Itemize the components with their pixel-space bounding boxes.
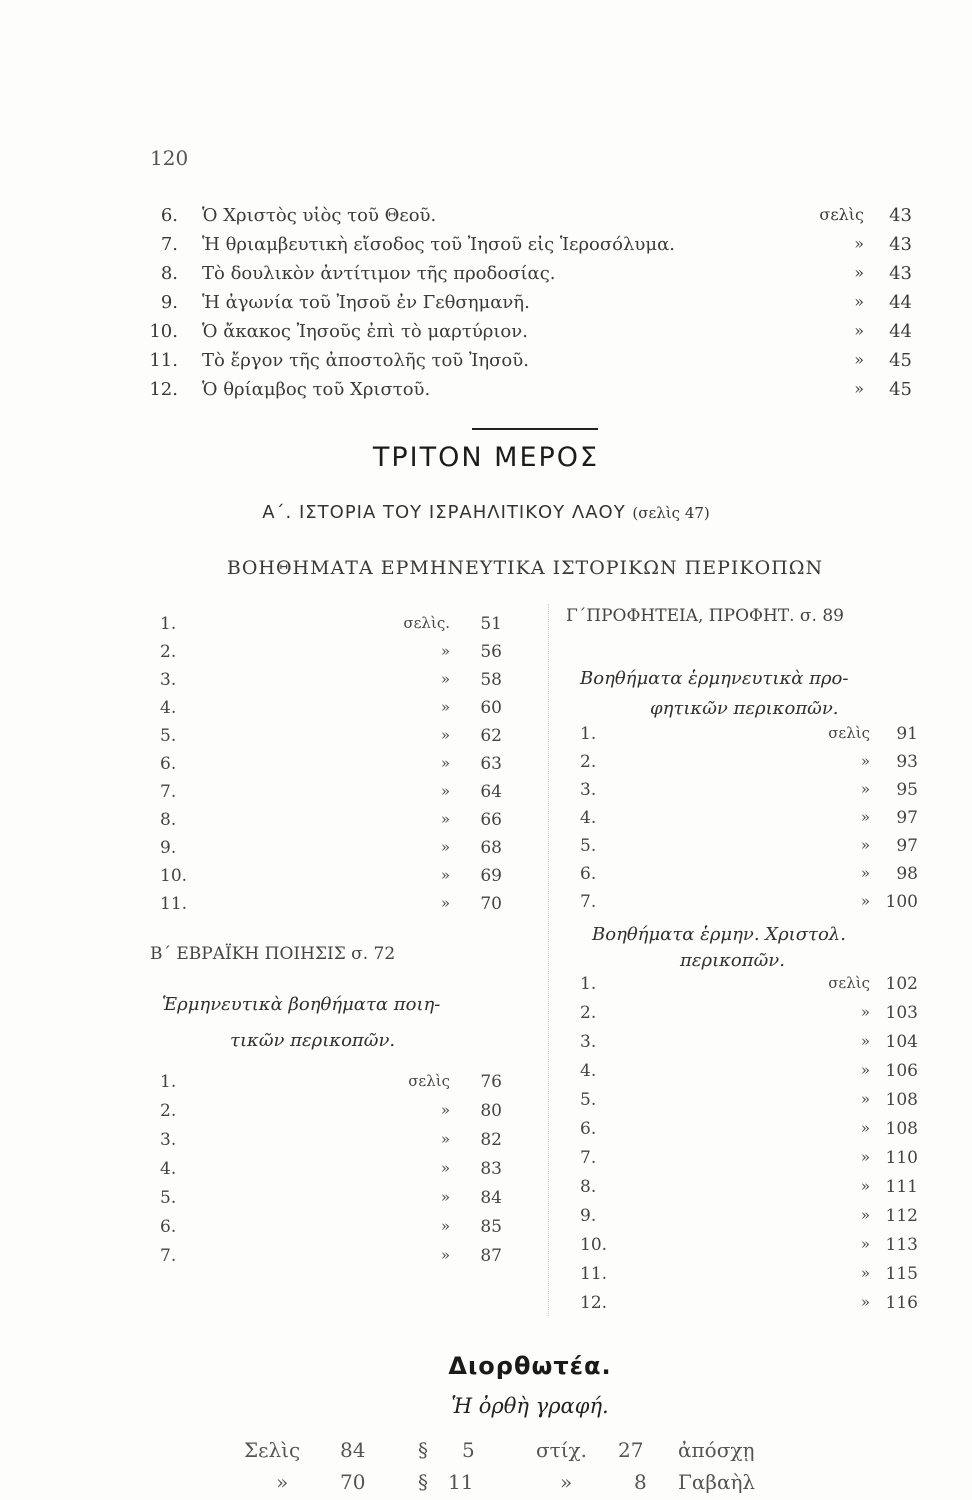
toc-title: Ὁ Χριστὸς υἱὸς τοῦ Θεοῦ. xyxy=(202,205,437,226)
item-number: 4. xyxy=(160,698,177,718)
item-number: 3. xyxy=(160,670,177,690)
item-page-label: » xyxy=(860,1003,870,1021)
item-page-label: » xyxy=(860,1293,870,1311)
christological-aids-heading: Βοηθήματα ἑρμην. Χριστολ. xyxy=(592,924,846,945)
item-number: 11. xyxy=(160,894,188,914)
toc-page: 43 xyxy=(889,234,912,255)
item-number: 4. xyxy=(580,808,597,828)
toc-row xyxy=(0,379,972,407)
item-number: 1. xyxy=(160,614,177,634)
item-number: 6. xyxy=(160,754,177,774)
item-number: 5. xyxy=(580,1090,597,1110)
corr-correction: Γαβαὴλ xyxy=(678,1470,756,1494)
toc-page-label: » xyxy=(854,321,864,340)
item-page-label: » xyxy=(440,726,450,744)
item-page-label: σελὶς xyxy=(828,724,870,742)
item-page-label: » xyxy=(440,1217,450,1235)
toc-number: 8. xyxy=(160,263,178,284)
toc-page: 45 xyxy=(889,379,912,400)
item-page-label: » xyxy=(440,1188,450,1206)
section-a-label: Α΄. ΙΣΤΟΡΙΑ ΤΟΥ ΙΣΡΑΗΛΙΤΙΚΟΥ ΛΑΟΥ xyxy=(262,502,626,523)
item-page-label: » xyxy=(440,782,450,800)
toc-row xyxy=(0,292,972,320)
toc-row xyxy=(0,321,972,349)
item-page-label: » xyxy=(860,1177,870,1195)
item-number: 10. xyxy=(580,1235,608,1255)
toc-number: 7. xyxy=(160,234,178,255)
item-number: 1. xyxy=(160,1072,177,1092)
corr-line: 27 xyxy=(618,1438,644,1462)
item-number: 7. xyxy=(160,782,177,802)
item-page-label: » xyxy=(860,836,870,854)
item-page: 108 xyxy=(885,1090,918,1110)
item-number: 3. xyxy=(580,1032,597,1052)
toc-number: 11. xyxy=(149,350,178,371)
toc-page-label: σελὶς xyxy=(819,205,864,224)
item-page: 111 xyxy=(885,1177,918,1197)
item-page: 108 xyxy=(885,1119,918,1139)
corrigenda-title: Διορθωτέα. xyxy=(448,1352,612,1380)
toc-title: Ὁ ἄκακος Ἰησοῦς ἐπὶ τὸ μαρτύριον. xyxy=(202,321,528,342)
item-page-label: » xyxy=(440,866,450,884)
item-number: 10. xyxy=(160,866,188,886)
divider-rule xyxy=(472,428,598,430)
item-page: 115 xyxy=(885,1264,918,1284)
corr-section: 11 xyxy=(448,1470,474,1494)
item-page: 80 xyxy=(480,1101,502,1121)
item-number: 5. xyxy=(580,836,597,856)
item-page-label: σελὶς. xyxy=(403,614,450,632)
section-a-heading xyxy=(0,502,972,523)
section-b-heading: Β΄ ΕΒΡΑΪΚΗ ΠΟΙΗΣΙΣ σ. 72 xyxy=(150,944,396,964)
toc-title: Ἡ θριαμβευτικὴ εἴσοδος τοῦ Ἰησοῦ εἰς Ἱεροσόλυμα. xyxy=(202,234,675,255)
item-page: 97 xyxy=(896,808,918,828)
item-page: 82 xyxy=(480,1130,502,1150)
corr-section-sign: § xyxy=(418,1438,428,1462)
item-page: 103 xyxy=(885,1003,918,1023)
item-number: 1. xyxy=(580,974,597,994)
item-page-label: » xyxy=(440,894,450,912)
toc-row xyxy=(0,263,972,291)
item-number: 6. xyxy=(580,864,597,884)
item-page-label: » xyxy=(860,752,870,770)
item-number: 7. xyxy=(580,892,597,912)
item-number: 11. xyxy=(580,1264,608,1284)
item-number: 9. xyxy=(580,1206,597,1226)
item-page: 69 xyxy=(480,866,502,886)
toc-title: Τὸ δουλικὸν ἀντίτιμον τῆς προδοσίας. xyxy=(202,263,556,284)
corr-correction: ἀπόσχῃ xyxy=(678,1438,755,1462)
item-page: 100 xyxy=(885,892,918,912)
item-page-label: » xyxy=(860,1032,870,1050)
item-page-label: » xyxy=(440,642,450,660)
item-page: 85 xyxy=(480,1217,502,1237)
item-number: 8. xyxy=(160,810,177,830)
toc-number: 6. xyxy=(160,205,178,226)
item-page: 102 xyxy=(885,974,918,994)
toc-page-label: » xyxy=(854,234,864,253)
item-page-label: » xyxy=(860,780,870,798)
page-number: 120 xyxy=(150,146,189,170)
item-page: 84 xyxy=(480,1188,502,1208)
section-c-heading: Γ΄ΠΡΟΦΗΤΕΙΑ, ΠΡΟΦΗΤ. σ. 89 xyxy=(566,606,844,626)
item-number: 9. xyxy=(160,838,177,858)
item-page-label: » xyxy=(860,1090,870,1108)
item-page-label: » xyxy=(440,1246,450,1264)
item-number: 1. xyxy=(580,724,597,744)
item-page: 93 xyxy=(896,752,918,772)
item-page: 76 xyxy=(480,1072,502,1092)
toc-page: 44 xyxy=(889,321,912,342)
part-title: ΤΡΙΤΟΝ ΜΕΡΟΣ xyxy=(372,442,600,473)
column-divider xyxy=(548,604,549,1316)
corr-page-label: Σελὶς xyxy=(244,1438,301,1462)
item-page: 98 xyxy=(896,864,918,884)
item-page-label: » xyxy=(860,1264,870,1282)
item-number: 6. xyxy=(580,1119,597,1139)
prophetic-aids-heading: Βοηθήματα ἑρμηνευτικὰ προ- xyxy=(580,668,849,689)
item-page-label: » xyxy=(860,892,870,910)
item-number: 2. xyxy=(160,1101,177,1121)
item-page: 104 xyxy=(885,1032,918,1052)
item-page: 62 xyxy=(480,726,502,746)
item-page: 87 xyxy=(480,1246,502,1266)
toc-number: 10. xyxy=(149,321,178,342)
item-page-label: » xyxy=(860,1119,870,1137)
item-number: 12. xyxy=(580,1293,608,1313)
subheading: ΒΟΗΘΗΜΑΤΑ ΕΡΜΗΝΕΥΤΙΚΑ ΙΣΤΟΡΙΚΩΝ ΠΕΡΙΚΟΠΩΝ xyxy=(226,557,824,579)
toc-page: 43 xyxy=(889,263,912,284)
item-page-label: » xyxy=(860,864,870,882)
item-page: 63 xyxy=(480,754,502,774)
item-page: 64 xyxy=(480,782,502,802)
toc-page-label: » xyxy=(854,263,864,282)
toc-row xyxy=(0,234,972,262)
item-page-label: » xyxy=(440,1101,450,1119)
corr-page: 70 xyxy=(340,1470,366,1494)
corr-page-label: » xyxy=(276,1470,289,1494)
toc-page-label: » xyxy=(854,350,864,369)
item-number: 5. xyxy=(160,1188,177,1208)
corr-line: 8 xyxy=(634,1470,647,1494)
item-page-label: » xyxy=(860,808,870,826)
item-page: 91 xyxy=(896,724,918,744)
poetic-aids-heading-cont: τικῶν περικοπῶν. xyxy=(230,1030,396,1051)
corr-line-label: » xyxy=(560,1470,573,1494)
item-page: 106 xyxy=(885,1061,918,1081)
item-page: 66 xyxy=(480,810,502,830)
item-page: 68 xyxy=(480,838,502,858)
item-page: 51 xyxy=(480,614,502,634)
toc-title: Ὁ θρίαμβος τοῦ Χριστοῦ. xyxy=(202,379,431,400)
item-page: 116 xyxy=(885,1293,918,1313)
toc-page-label: » xyxy=(854,292,864,311)
item-page-label: » xyxy=(860,1235,870,1253)
item-page: 56 xyxy=(480,642,502,662)
item-number: 7. xyxy=(580,1148,597,1168)
toc-page: 43 xyxy=(889,205,912,226)
item-number: 8. xyxy=(580,1177,597,1197)
item-page-label: » xyxy=(440,1159,450,1177)
item-page: 60 xyxy=(480,698,502,718)
item-page-label: » xyxy=(860,1148,870,1166)
item-page: 83 xyxy=(480,1159,502,1179)
christological-aids-heading-cont: περικοπῶν. xyxy=(680,950,785,971)
item-page: 112 xyxy=(885,1206,918,1226)
toc-page: 44 xyxy=(889,292,912,313)
toc-row xyxy=(0,350,972,378)
item-page: 58 xyxy=(480,670,502,690)
item-page-label: » xyxy=(440,838,450,856)
item-number: 4. xyxy=(160,1159,177,1179)
toc-row xyxy=(0,205,972,233)
corr-line-label: στίχ. xyxy=(536,1438,588,1462)
item-number: 2. xyxy=(580,1003,597,1023)
corr-section-sign: § xyxy=(418,1470,428,1494)
corr-page: 84 xyxy=(340,1438,366,1462)
item-page-label: » xyxy=(440,670,450,688)
poetic-aids-heading: Ἑρμηνευτικὰ βοηθήματα ποιη- xyxy=(162,994,441,1015)
item-page-label: » xyxy=(440,1130,450,1148)
item-page-label: » xyxy=(860,1061,870,1079)
item-number: 5. xyxy=(160,726,177,746)
item-number: 6. xyxy=(160,1217,177,1237)
item-number: 2. xyxy=(160,642,177,662)
corr-section: 5 xyxy=(462,1438,475,1462)
toc-page: 45 xyxy=(889,350,912,371)
item-page: 70 xyxy=(480,894,502,914)
item-page: 110 xyxy=(885,1148,918,1168)
item-number: 7. xyxy=(160,1246,177,1266)
toc-number: 12. xyxy=(149,379,178,400)
item-page-label: σελὶς xyxy=(408,1072,450,1090)
toc-title: Ἡ ἀγωνία τοῦ Ἰησοῦ ἐν Γεθσημανῆ. xyxy=(202,292,530,313)
section-a-page-note: (σελὶς 47) xyxy=(632,504,710,522)
item-page-label: » xyxy=(440,810,450,828)
item-page-label: σελὶς xyxy=(828,974,870,992)
item-number: 3. xyxy=(160,1130,177,1150)
toc-number: 9. xyxy=(160,292,178,313)
toc-page-label: » xyxy=(854,379,864,398)
prophetic-aids-heading-cont: φητικῶν περικοπῶν. xyxy=(650,698,839,719)
item-number: 4. xyxy=(580,1061,597,1081)
toc-title: Τὸ ἔργον τῆς ἀποστολῆς τοῦ Ἰησοῦ. xyxy=(202,350,529,371)
item-page-label: » xyxy=(860,1206,870,1224)
item-page: 97 xyxy=(896,836,918,856)
item-page-label: » xyxy=(440,698,450,716)
item-page-label: » xyxy=(440,754,450,772)
item-number: 2. xyxy=(580,752,597,772)
item-page: 113 xyxy=(885,1235,918,1255)
item-page: 95 xyxy=(896,780,918,800)
corrigenda-subtitle: Ἡ ὀρθὴ γραφή. xyxy=(451,1394,609,1418)
item-number: 3. xyxy=(580,780,597,800)
